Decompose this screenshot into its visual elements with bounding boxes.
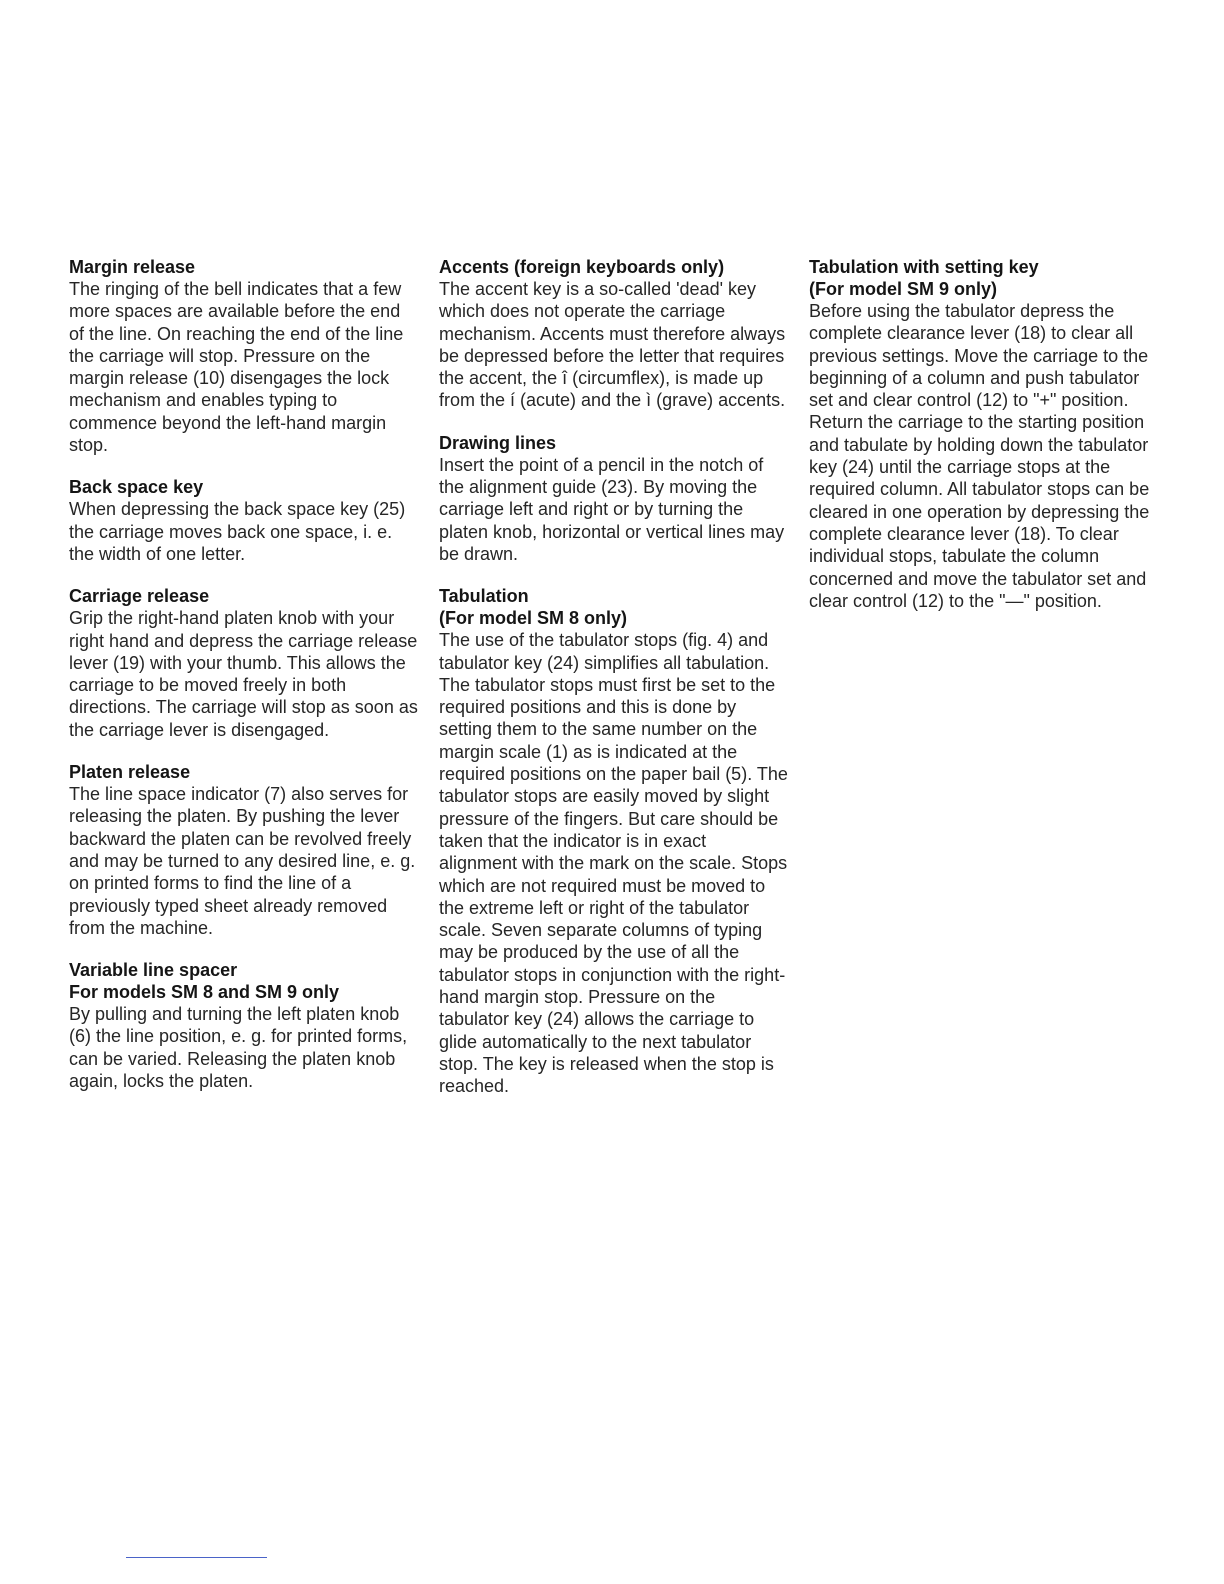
section-subheading: For models SM 8 and SM 9 only [69,982,340,1003]
section-body: The ringing of the bell indicates that a few more spaces are available before the end of the line. On reaching the end of the line the carriage will stop. Pressure on the margin release (10) disengages the lock mechanism and enables typing to commence beyond the left-hand margin stop. [69,279,404,456]
section-variable-line-spacer [69,959,419,1092]
section-body: By pulling and turning the left platen knob (6) the line position, e. g. for printed forms, can be varied. Releasing the platen knob again, locks the platen. [69,1004,408,1092]
text-column-3 [809,256,1159,632]
section-heading: Carriage release [69,586,210,607]
section-heading: Variable line spacer [69,960,238,981]
section-margin-release [69,256,419,456]
section-tabulation-setting-key [809,256,1159,612]
text-column-1 [69,256,419,1112]
section-heading: Back space key [69,477,204,498]
section-body: Grip the right-hand platen knob with your right hand and depress the carriage release lever (19) with your thumb. This allows the carriage to be moved freely in both directions. The carriage will stop as soon as the carriage lever is disengaged. [69,608,418,740]
section-body: Before using the tabulator depress the complete clearance lever (18) to clear all previous settings. Move the carriage to the beginning of a column and push tabulator set and clear control (12) to "+" position. Return the carriage to the starting position and tabulate by holding down the tabulator key (24) until the carriage stops at the required column. All tabulator stops can be cleared in one operation by depressing the complete clearance lever (18). To clear individual stops, tabulate the column concerned and move the tabulator set and clear control (12) to the "—" position. [809,301,1150,611]
section-heading: Accents (foreign keyboards only) [439,257,725,277]
section-heading: Drawing lines [439,432,557,453]
section-body: The use of the tabulator stops (fig. 4) and tabulator key (24) simplifies all tabulation. The tabulator stops must first be set to the required positions and this is done by setting them to the same number on the margin scale (1) as is indicated at the required positions on the paper bail (5). The tabulator stops are easily moved by slight pressure of the fingers. But care should be taken that the indicator is in exact alignment with the mark on the scale. Stops which are not required must be moved to the extreme left or right of the tabulator scale. Seven separate columns of typing may be produced by the use of all the tabulator stops in conjunction with the right-hand margin stop. Pressure on the tabulator key (24) allows the carriage to glide automatically to the next tabulator stop. The key is released when the stop is reached. [439,630,788,1097]
section-heading: Margin release [69,257,196,277]
section-back-space-key [69,476,419,565]
section-body: Insert the point of a pencil in the notch of the alignment guide (23). By moving the carriage left and right or by turning the platen knob, horizontal or vertical lines may be drawn. [439,454,785,564]
section-heading: Tabulation [439,586,529,607]
section-heading: Platen release [69,762,191,783]
text-column-2 [439,256,789,1118]
section-accents [439,256,789,412]
footnote-rule [126,1557,267,1558]
section-subheading: (For model SM 9 only) [809,279,998,299]
section-body: When depressing the back space key (25) the carriage moves back one space, i. e. the width of one letter. [69,499,406,564]
section-drawing-lines [439,432,789,565]
section-body: The accent key is a so-called 'dead' key which does not operate the carriage mechanism. Accents must therefore always be depressed before the letter that requires the accent, the î (circumflex), is made up from the í (acute) and the ì (grave) accents. [439,279,786,411]
section-platen-release [69,761,419,939]
section-heading: Tabulation with setting key [809,257,1039,277]
section-tabulation [439,585,789,1097]
section-body: The line space indicator (7) also serves for releasing the platen. By pushing the lever backward the platen can be revolved freely and may be turned to any desired line, e. g. on printed forms to find the line of a previously typed sheet already removed from the machine. [69,784,416,938]
section-carriage-release [69,585,419,741]
section-subheading: (For model SM 8 only) [439,608,628,629]
